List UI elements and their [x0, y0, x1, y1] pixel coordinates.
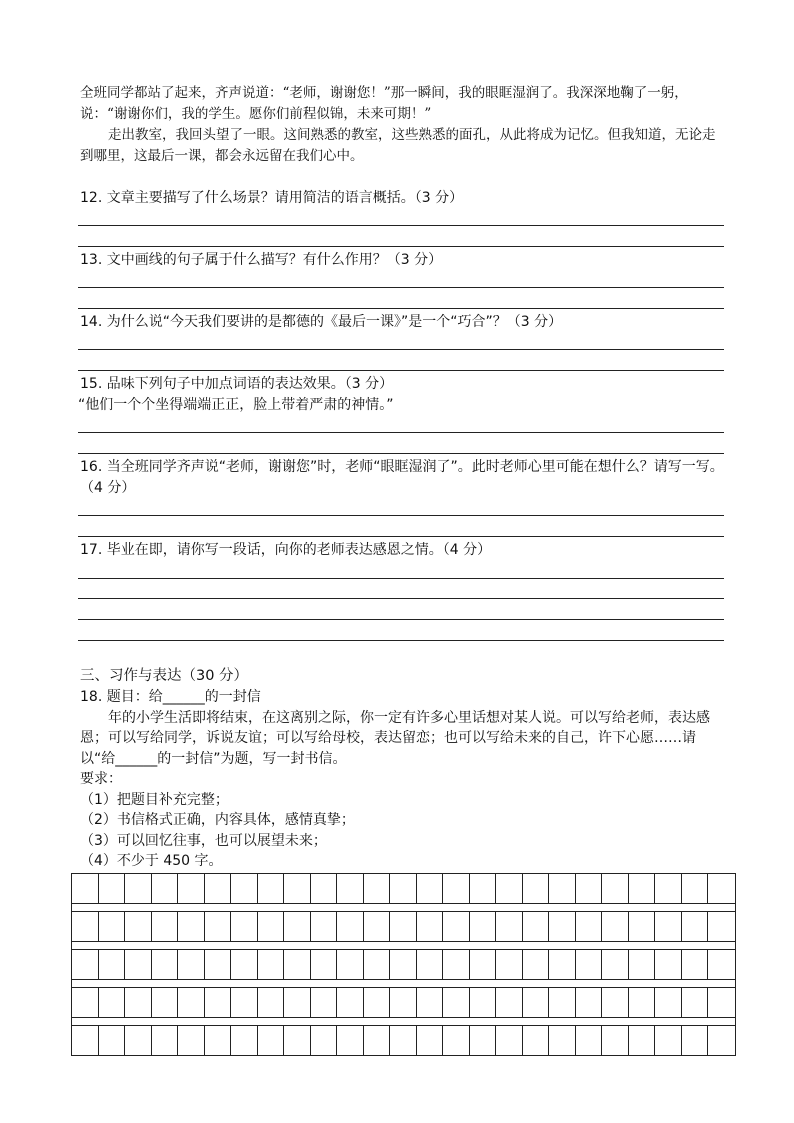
- answer-line[interactable]: [78, 536, 724, 537]
- grid-cell[interactable]: [205, 950, 232, 979]
- grid-cell[interactable]: [311, 912, 338, 941]
- answer-line[interactable]: [78, 598, 724, 599]
- grid-cell[interactable]: [629, 912, 656, 941]
- grid-cell[interactable]: [72, 912, 99, 941]
- grid-cell[interactable]: [708, 874, 735, 903]
- passage-paragraph: 走出教室，我回头望了一眼。这间熟悉的教室，这些熟悉的面孔，从此将成为记忆。但我知道，无论走到哪里，这最后一课，都会永远留在我们心中。: [80, 127, 716, 164]
- grid-cell[interactable]: [576, 1026, 603, 1055]
- grid-cell[interactable]: [708, 912, 735, 941]
- grid-cell[interactable]: [523, 1026, 550, 1055]
- grid-cell[interactable]: [205, 988, 232, 1017]
- grid-cell[interactable]: [231, 950, 258, 979]
- grid-cell[interactable]: [311, 1026, 338, 1055]
- grid-cell[interactable]: [682, 950, 709, 979]
- grid-cell[interactable]: [284, 950, 311, 979]
- grid-cell[interactable]: [231, 874, 258, 903]
- grid-cell[interactable]: [152, 912, 179, 941]
- grid-cell[interactable]: [682, 912, 709, 941]
- answer-line[interactable]: [78, 619, 724, 620]
- grid-cell[interactable]: [576, 988, 603, 1017]
- grid-cell[interactable]: [258, 1026, 285, 1055]
- question-18-title: 18. 题目：给______的一封信: [80, 689, 261, 705]
- grid-cell[interactable]: [99, 874, 126, 903]
- grid-cell[interactable]: [655, 1026, 682, 1055]
- grid-row[interactable]: [71, 987, 736, 1018]
- grid-cell[interactable]: [178, 988, 205, 1017]
- grid-cell[interactable]: [72, 988, 99, 1017]
- grid-cell[interactable]: [629, 874, 656, 903]
- grid-cell[interactable]: [443, 912, 470, 941]
- grid-cell[interactable]: [99, 988, 126, 1017]
- question-13: 13. 文中画线的句子属于什么描写？有什么作用？（3 分）: [80, 252, 443, 268]
- answer-line[interactable]: [78, 453, 724, 454]
- answer-line[interactable]: [78, 640, 724, 641]
- grid-cell[interactable]: [470, 912, 497, 941]
- grid-cell[interactable]: [311, 874, 338, 903]
- writing-grid[interactable]: [71, 873, 736, 1056]
- grid-cell[interactable]: [152, 988, 179, 1017]
- grid-cell[interactable]: [364, 950, 391, 979]
- grid-cell[interactable]: [390, 950, 417, 979]
- answer-line[interactable]: [78, 308, 724, 309]
- grid-cell[interactable]: [125, 988, 152, 1017]
- grid-cell[interactable]: [390, 874, 417, 903]
- grid-cell[interactable]: [602, 950, 629, 979]
- section-title: 三、习作与表达（30 分）: [80, 668, 249, 684]
- grid-cell[interactable]: [417, 950, 444, 979]
- grid-cell[interactable]: [72, 1026, 99, 1055]
- answer-line[interactable]: [78, 515, 724, 516]
- grid-cell[interactable]: [523, 912, 550, 941]
- grid-cell[interactable]: [549, 950, 576, 979]
- grid-cell[interactable]: [364, 1026, 391, 1055]
- grid-cell[interactable]: [258, 950, 285, 979]
- grid-cell[interactable]: [337, 950, 364, 979]
- grid-cell[interactable]: [390, 912, 417, 941]
- grid-cell[interactable]: [364, 988, 391, 1017]
- grid-cell[interactable]: [178, 1026, 205, 1055]
- grid-row[interactable]: [71, 911, 736, 942]
- grid-cell[interactable]: [655, 988, 682, 1017]
- grid-cell[interactable]: [443, 950, 470, 979]
- grid-cell[interactable]: [364, 874, 391, 903]
- grid-cell[interactable]: [470, 874, 497, 903]
- grid-cell[interactable]: [311, 950, 338, 979]
- grid-row[interactable]: [71, 873, 736, 904]
- grid-row[interactable]: [71, 1025, 736, 1056]
- grid-cell[interactable]: [629, 988, 656, 1017]
- question-12: 12. 文章主要描写了什么场景？请用简洁的语言概括。（3 分）: [80, 190, 464, 206]
- grid-cell[interactable]: [178, 874, 205, 903]
- question-16: 16. 当全班同学齐声说“老师，谢谢您”时，老师“眼眶湿润了”。此时老师心里可能在想什么？请写一写。（4 分）: [80, 459, 724, 496]
- grid-cell[interactable]: [284, 874, 311, 903]
- grid-cell[interactable]: [523, 950, 550, 979]
- grid-cell[interactable]: [629, 950, 656, 979]
- grid-cell[interactable]: [523, 874, 550, 903]
- question-15-quote: “他们一个个坐得端端正正，脸上带着严肃的神情。”: [78, 397, 394, 413]
- answer-line[interactable]: [78, 246, 724, 247]
- requirements-label: 要求：: [80, 771, 122, 787]
- grid-cell[interactable]: [549, 1026, 576, 1055]
- grid-cell[interactable]: [205, 1026, 232, 1055]
- grid-cell[interactable]: [337, 912, 364, 941]
- grid-cell[interactable]: [496, 988, 523, 1017]
- grid-cell[interactable]: [152, 874, 179, 903]
- requirement-item: （2）书信格式正确，内容具体，感情真挚；: [80, 812, 355, 828]
- grid-cell[interactable]: [231, 988, 258, 1017]
- reading-passage: [80, 83, 720, 167]
- question-15: 15. 品味下列句子中加点词语的表达效果。（3 分）: [80, 376, 394, 392]
- grid-cell[interactable]: [470, 1026, 497, 1055]
- grid-cell[interactable]: [629, 1026, 656, 1055]
- grid-cell[interactable]: [417, 988, 444, 1017]
- grid-cell[interactable]: [523, 988, 550, 1017]
- grid-cell[interactable]: [655, 912, 682, 941]
- answer-line[interactable]: [78, 370, 724, 371]
- grid-cell[interactable]: [231, 1026, 258, 1055]
- grid-cell[interactable]: [682, 874, 709, 903]
- grid-cell[interactable]: [602, 988, 629, 1017]
- grid-cell[interactable]: [258, 988, 285, 1017]
- grid-cell[interactable]: [284, 912, 311, 941]
- grid-cell[interactable]: [178, 950, 205, 979]
- requirement-item: （1）把题目补充完整；: [80, 791, 229, 808]
- grid-cell[interactable]: [496, 950, 523, 979]
- answer-line[interactable]: [78, 578, 724, 579]
- grid-cell[interactable]: [708, 988, 735, 1017]
- grid-cell[interactable]: [125, 912, 152, 941]
- answer-line[interactable]: [78, 432, 724, 433]
- grid-cell[interactable]: [284, 1026, 311, 1055]
- grid-cell[interactable]: [576, 912, 603, 941]
- grid-cell[interactable]: [205, 874, 232, 903]
- grid-cell[interactable]: [708, 1026, 735, 1055]
- grid-cell[interactable]: [72, 874, 99, 903]
- grid-cell[interactable]: [99, 950, 126, 979]
- grid-cell[interactable]: [655, 950, 682, 979]
- grid-cell[interactable]: [390, 988, 417, 1017]
- grid-cell[interactable]: [258, 874, 285, 903]
- question-14: 14. 为什么说“今天我们要讲的是都德的《最后一课》”是一个“巧合”？（3 分）: [80, 314, 563, 330]
- grid-cell[interactable]: [549, 874, 576, 903]
- grid-cell[interactable]: [311, 988, 338, 1017]
- grid-cell[interactable]: [99, 912, 126, 941]
- grid-cell[interactable]: [576, 950, 603, 979]
- passage-paragraph: 全班同学都站了起来，齐声说道：“老师，谢谢您！”那一瞬间，我的眼眶湿润了。我深深地鞠了一躬，说：“谢谢你们，我的学生。愿你们前程似锦，未来可期！”: [80, 85, 688, 122]
- answer-line[interactable]: [78, 287, 724, 288]
- grid-cell[interactable]: [496, 1026, 523, 1055]
- grid-cell[interactable]: [443, 1026, 470, 1055]
- grid-cell[interactable]: [284, 988, 311, 1017]
- grid-cell[interactable]: [602, 874, 629, 903]
- question-17: 17. 毕业在即，请你写一段话，向你的老师表达感恩之情。（4 分）: [80, 542, 492, 558]
- answer-line[interactable]: [78, 349, 724, 350]
- grid-cell[interactable]: [125, 950, 152, 979]
- grid-cell[interactable]: [708, 950, 735, 979]
- grid-cell[interactable]: [470, 988, 497, 1017]
- grid-cell[interactable]: [496, 912, 523, 941]
- grid-cell[interactable]: [682, 1026, 709, 1055]
- grid-cell[interactable]: [364, 912, 391, 941]
- grid-cell[interactable]: [576, 874, 603, 903]
- grid-cell[interactable]: [152, 950, 179, 979]
- requirement-item: （3）可以回忆往事，也可以展望未来；: [80, 832, 327, 849]
- grid-row[interactable]: [71, 949, 736, 980]
- grid-cell[interactable]: [125, 1026, 152, 1055]
- answer-line[interactable]: [78, 225, 724, 226]
- grid-cell[interactable]: [99, 1026, 126, 1055]
- grid-cell[interactable]: [337, 874, 364, 903]
- grid-cell[interactable]: [152, 1026, 179, 1055]
- grid-cell[interactable]: [496, 874, 523, 903]
- grid-cell[interactable]: [258, 912, 285, 941]
- grid-cell[interactable]: [417, 912, 444, 941]
- grid-cell[interactable]: [417, 874, 444, 903]
- grid-cell[interactable]: [655, 874, 682, 903]
- grid-cell[interactable]: [231, 912, 258, 941]
- grid-cell[interactable]: [337, 988, 364, 1017]
- grid-cell[interactable]: [390, 1026, 417, 1055]
- grid-cell[interactable]: [549, 912, 576, 941]
- grid-cell[interactable]: [205, 912, 232, 941]
- grid-cell[interactable]: [443, 874, 470, 903]
- grid-cell[interactable]: [337, 1026, 364, 1055]
- grid-cell[interactable]: [470, 950, 497, 979]
- grid-cell[interactable]: [602, 1026, 629, 1055]
- question-18-body: 年的小学生活即将结束，在这离别之际，你一定有许多心里话想对某人说。可以写给老师，表达感恩；可以写给同学，诉说友谊；可以写给母校，表达留恋；也可以写给未来的自己，许下心愿……请以“给______的一封信”为题，写一封书信。: [80, 709, 710, 767]
- requirement-item: （4）不少于 450 字。: [80, 853, 223, 869]
- grid-cell[interactable]: [125, 874, 152, 903]
- grid-cell[interactable]: [549, 988, 576, 1017]
- grid-cell[interactable]: [443, 988, 470, 1017]
- grid-cell[interactable]: [682, 988, 709, 1017]
- essay-prompt: [80, 687, 722, 872]
- grid-cell[interactable]: [602, 912, 629, 941]
- grid-cell[interactable]: [72, 950, 99, 979]
- grid-cell[interactable]: [417, 1026, 444, 1055]
- grid-cell[interactable]: [178, 912, 205, 941]
